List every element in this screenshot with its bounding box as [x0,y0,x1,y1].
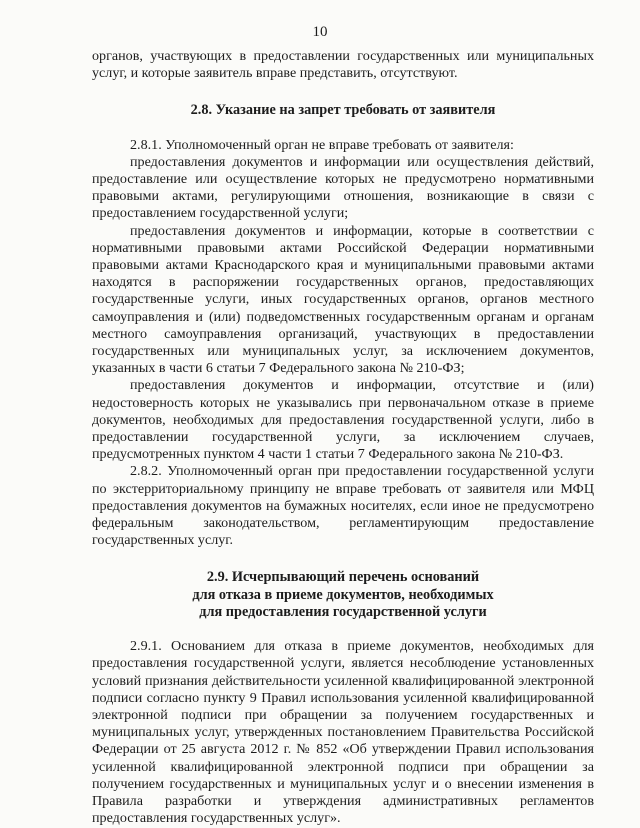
paragraph-2-8-1-item-2: предоставления документов и информации, которые в соответствии с нормативными правовыми актами Российской Федерации нормативными правовыми актами Краснодарского края и муниципальными правовыми актами находятся в распоряжении государственных органов, предоставляющих государственные услуги, иных государственных органов, органов местного самоуправления и (или) подведомственных государственным органам и органам местного самоуправления организаций, участвующих в предоставлении государственных или муниципальных услуг, за исключением документов, указанных в части 6 статьи 7 Федерального закона № 210-ФЗ; [92,222,594,377]
paragraph-2-8-1: 2.8.1. Уполномоченный орган не вправе требовать от заявителя: [130,136,514,153]
paragraph-2-8-2: 2.8.2. Уполномоченный орган при предоставлении государственной услуги по экстерриториальному принципу не вправе требовать от заявителя или МФЦ предоставления документов на бумажных носителях, если иное не предусмотрено федеральным законодательством, регламентирующим предоставление государственных услуг. [92,463,594,549]
page-number: 10 [312,24,328,40]
section-heading-2-9 [92,569,594,621]
paragraph-2-9-1: 2.9.1. Основанием для отказа в приеме документов, необходимых для предоставления государственной услуги, является несоблюдение установленных условий признания действительности усиленной квалифицированной электронной подписи согласно пункту 9 Правил использования усиленной квалифицированной электронной подписи при обращении за получением государственных и муниципальных услуг, утвержденных постановлением Правительства Российской Федерации от 25 августа 2012 г. № 852 «Об утверждении Правил использования усиленной квалифицированной электронной подписи при обращении за получением государственных и муниципальных услуг и о внесении изменения в Правила разработки и утверждения административных регламентов предоставления государственных услуг». [92,638,594,827]
heading-line-3: для предоставления государственной услуги [199,603,487,620]
paragraph-2-8-1-item-3: предоставления документов и информации, отсутствие и (или) недостоверность которых не указывались при первоначальном отказе в приеме документов, необходимых для предоставления государственной услуги, либо в предоставлении государственной услуги, за исключением случаев, предусмотренных пунктом 4 части 1 статьи 7 Федерального закона № 210-ФЗ. [92,377,594,463]
intro-paragraph: органов, участвующих в предоставлении государственных или муниципальных услуг, и которые заявитель вправе представить, отсутствуют. [92,48,594,82]
page-content [92,48,594,827]
heading-line-1: 2.9. Исчерпывающий перечень оснований [206,569,480,586]
paragraph-2-8-1-item-1: предоставления документов и информации или осуществления действий, предоставление или осуществление которых не предусмотрено нормативными правовыми актами, регулирующими отношения, возникающие в связи с предоставлением государственной услуги; [92,153,594,222]
heading-line-2: для отказа в приеме документов, необходимых [192,586,494,603]
section-heading-2-8: 2.8. Указание на запрет требовать от заявителя [190,102,496,119]
